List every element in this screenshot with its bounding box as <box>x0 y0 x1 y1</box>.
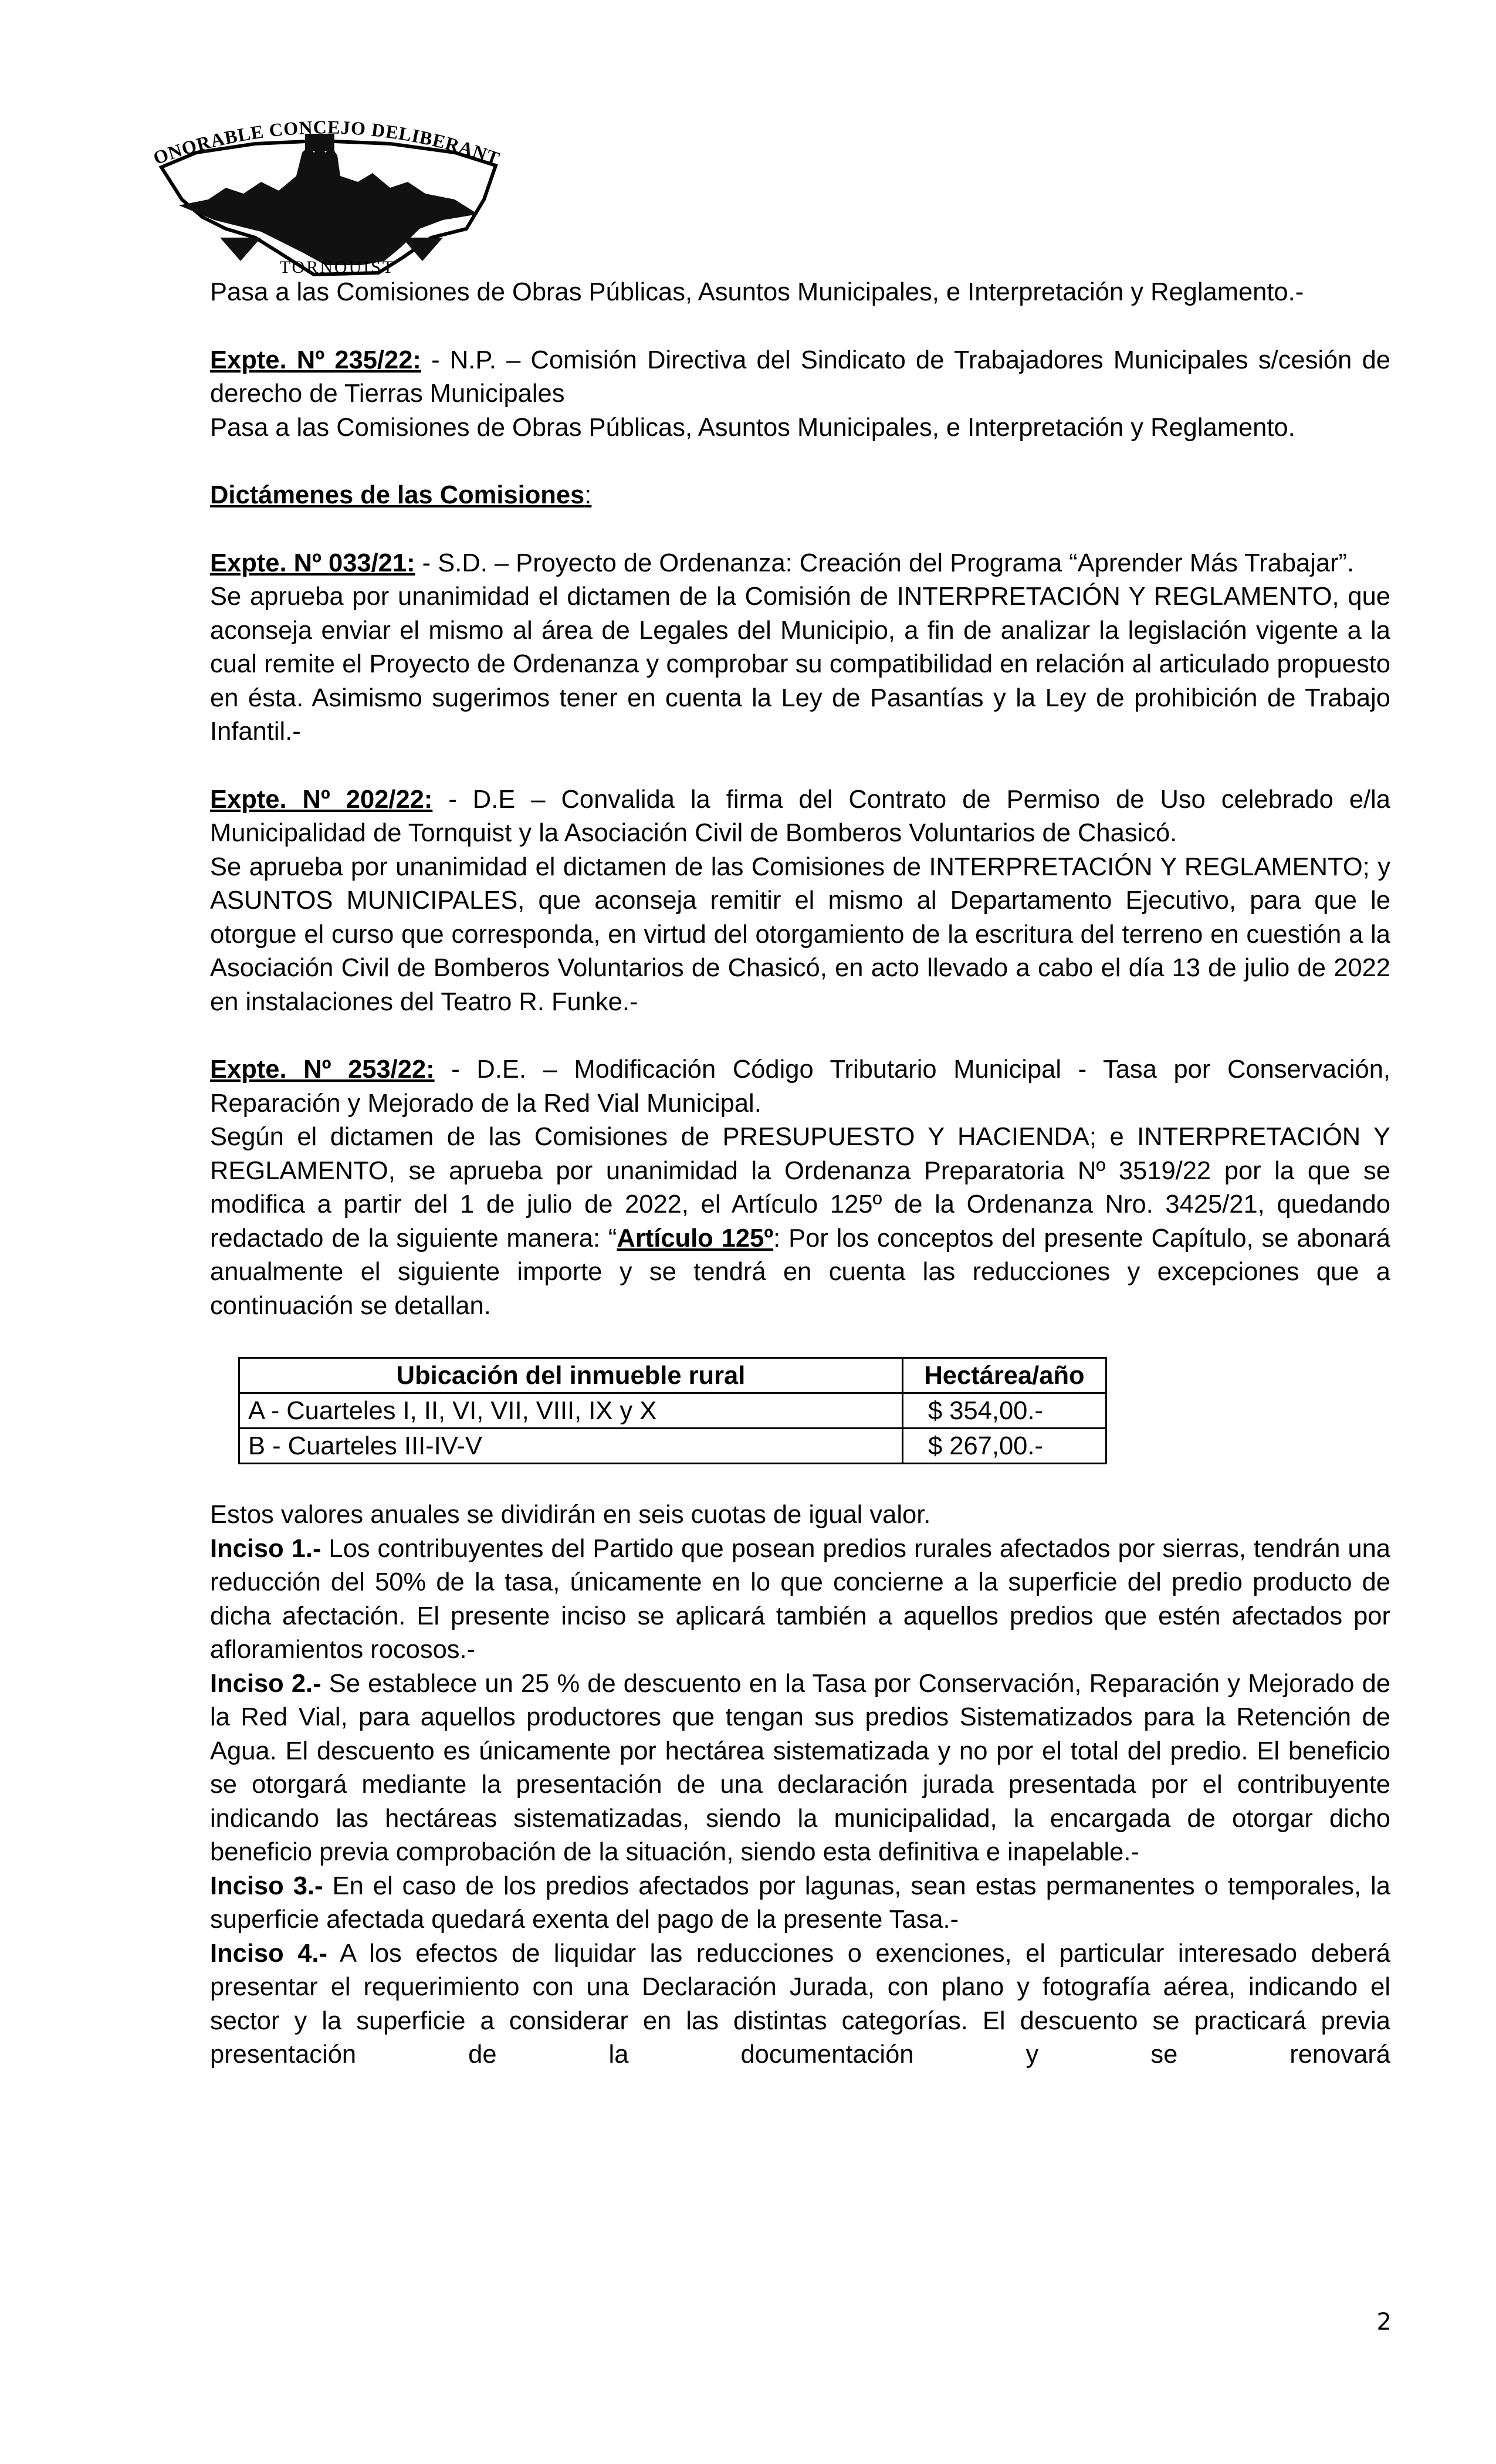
section-heading-colon: : <box>584 481 592 509</box>
table-cell-location: A - Cuarteles I, II, VI, VII, VIII, IX y X <box>239 1393 903 1429</box>
inciso-2 <box>210 1667 1390 1870</box>
table-cell-rate: $ 267,00.- <box>903 1429 1106 1464</box>
expte-235-text: - N.P. – Comisión Directiva del Sindicato de Trabajadores Municipales s/cesión de derecho de Tierras Municipales <box>210 346 1390 408</box>
inciso-2-label: Inciso 2.- <box>210 1669 321 1698</box>
council-emblem <box>126 111 525 279</box>
rate-table <box>238 1357 1107 1464</box>
intro-text: Pasa a las Comisiones de Obras Públicas, Asuntos Municipales, e Interpretación y Reglamento.- <box>210 278 1304 306</box>
table-header-rate: Hectárea/año <box>903 1358 1106 1393</box>
inciso-1-text: Los contribuyentes del Partido que posean predios rurales afectados por sierras, tendrán una reducción del 50% de la tasa, únicamente en lo que concierne a la superficie del predio producto de dicha afectación. El presente inciso se aplicará también a aquellos predios que estén afectados por afloramientos rocosos.- <box>210 1534 1390 1664</box>
inciso-4 <box>210 1937 1390 2072</box>
inciso-3-label: Inciso 3.- <box>210 1871 323 1900</box>
document-body <box>210 276 1390 2072</box>
expte-033-heading: Expte. Nº 033/21: <box>210 549 415 577</box>
triangle-left <box>220 238 261 261</box>
after-table-sentence: Estos valores anuales se dividirán en seis cuotas de igual valor. <box>210 1501 931 1529</box>
table-row <box>239 1429 1106 1464</box>
expte-253-body-pre: Según el dictamen de las Comisiones de PRESUPUESTO Y HACIENDA; e INTERPRETACIÓN Y REGLAMENTO, se aprueba por unanimidad la Ordenanza Preparatoria Nº 3519/22 por la que se modifica a partir del 1 de julio de 2022, el Artículo 125º de la Ordenanza Nro. 3425/21, quedando redactado de la siguiente manera: “ <box>210 1123 1390 1253</box>
section-heading <box>210 479 1390 513</box>
articulo-125-label: Artículo 125º <box>617 1224 774 1253</box>
expte-235-pasa <box>210 411 1390 445</box>
expte-202-body-text: Se aprueba por unanimidad el dictamen de las Comisiones de INTERPRETACIÓN Y REGLAMENTO; y ASUNTOS MUNICIPALES, que aconseja remitir el mismo al Departamento Ejecutivo, para que le otorgue el curso que corresponda, en virtud del otorgamiento de la escritura del terreno en cuestión a la Asociación Civil de Bomberos Voluntarios de Chasicó, en acto llevado a cabo el día 13 de julio de 2022 en instalaciones del Teatro R. Funke.- <box>210 852 1390 1016</box>
inciso-1-label: Inciso 1.- <box>210 1534 321 1563</box>
paragraph-intro <box>210 276 1390 310</box>
inciso-4-text: A los efectos de liquidar las reducciones o exenciones, el particular interesado deberá presentar el requerimiento con una Declaración Jurada, con plano y fotografía aérea, indicando el sector y la superficie a considerar en las distintas categorías. El descuento se practicará previa presentación de la documentación y se renovará <box>210 1939 1390 2069</box>
inciso-3-text: En el caso de los predios afectados por lagunas, sean estas permanentes o temporales, la superficie afectada quedará exenta del pago de la presente Tasa.- <box>210 1871 1390 1934</box>
table-header-row <box>239 1358 1106 1393</box>
expte-033-body <box>210 580 1390 749</box>
expte-253-paragraph <box>210 1053 1390 1121</box>
section-heading-text: Dictámenes de las Comisiones <box>210 481 585 509</box>
council-logo <box>126 111 525 279</box>
expte-202-heading: Expte. Nº 202/22: <box>210 785 433 814</box>
table-cell-location: B - Cuarteles III-IV-V <box>239 1429 903 1464</box>
inciso-4-label: Inciso 4.- <box>210 1939 327 1968</box>
expte-033-paragraph <box>210 547 1390 581</box>
expte-253-body-post: : Por los conceptos del presente Capítulo, se abonará anualmente el siguiente importe y se tendrá en cuenta las reducciones y excepciones que a continuación se detallan. <box>210 1224 1390 1320</box>
expte-202-text: - D.E – Convalida la firma del Contrato de Permiso de Uso celebrado e/la Municipalidad de Tornquist y la Asociación Civil de Bomberos Voluntarios de Chasicó. <box>210 785 1390 847</box>
expte-235-heading: Expte. Nº 235/22: <box>210 346 421 374</box>
table-header-location: Ubicación del inmueble rural <box>239 1358 903 1393</box>
logo-arc-text: ONORABLE CONCEJO DELIBERANT <box>150 116 503 170</box>
expte-253-body <box>210 1121 1390 1323</box>
expte-253-heading: Expte. Nº 253/22: <box>210 1055 435 1084</box>
inciso-2-text: Se establece un 25 % de descuento en la Tasa por Conservación, Reparación y Mejorado de la Red Vial, para aquellos productores que tengan sus predios Sistematizados para la Retención de Agua. El descuento es únicamente por hectárea sistematizada y no por el total del predio. El beneficio se otorgará mediante la presentación de una declaración jurada presentada por el contribuyente indicando las hectáreas sistematizadas, siendo la municipalidad, la encargada de otorgar dicho beneficio previa comprobación de la situación, siendo esta definitiva e inapelable.- <box>210 1669 1390 1866</box>
table-row <box>239 1393 1106 1429</box>
inciso-1 <box>210 1532 1390 1667</box>
inciso-3 <box>210 1870 1390 1937</box>
triangle-right <box>402 238 443 261</box>
expte-235-pasa-text: Pasa a las Comisiones de Obras Públicas, Asuntos Municipales, e Interpretación y Reglamento. <box>210 413 1295 442</box>
expte-033-text: - S.D. – Proyecto de Ordenanza: Creación del Programa “Aprender Más Trabajar”. <box>415 549 1355 577</box>
after-table-text <box>210 1498 1390 1532</box>
page-number: 2 <box>1376 2309 1392 2336</box>
expte-202-body <box>210 851 1390 1020</box>
expte-033-body-text: Se aprueba por unanimidad el dictamen de la Comisión de INTERPRETACIÓN Y REGLAMENTO, que aconseja enviar el mismo al área de Legales del Municipio, a fin de analizar la legislación vigente a la cual remite el Proyecto de Ordenanza y comprobar su compatibilidad en relación al articulado propuesto en ésta. Asimismo sugerimos tener en cuenta la Ley de Pasantías y la Ley de prohibición de Trabajo Infantil.- <box>210 583 1390 746</box>
expte-202-paragraph <box>210 783 1390 851</box>
table-cell-rate: $ 354,00.- <box>903 1393 1106 1429</box>
expte-235-paragraph <box>210 344 1390 411</box>
expte-253-text: - D.E. – Modificación Código Tributario Municipal - Tasa por Conservación, Reparación y Mejorado de la Red Vial Municipal. <box>210 1055 1391 1118</box>
logo-sub-text: TORNQUIST <box>279 258 395 277</box>
